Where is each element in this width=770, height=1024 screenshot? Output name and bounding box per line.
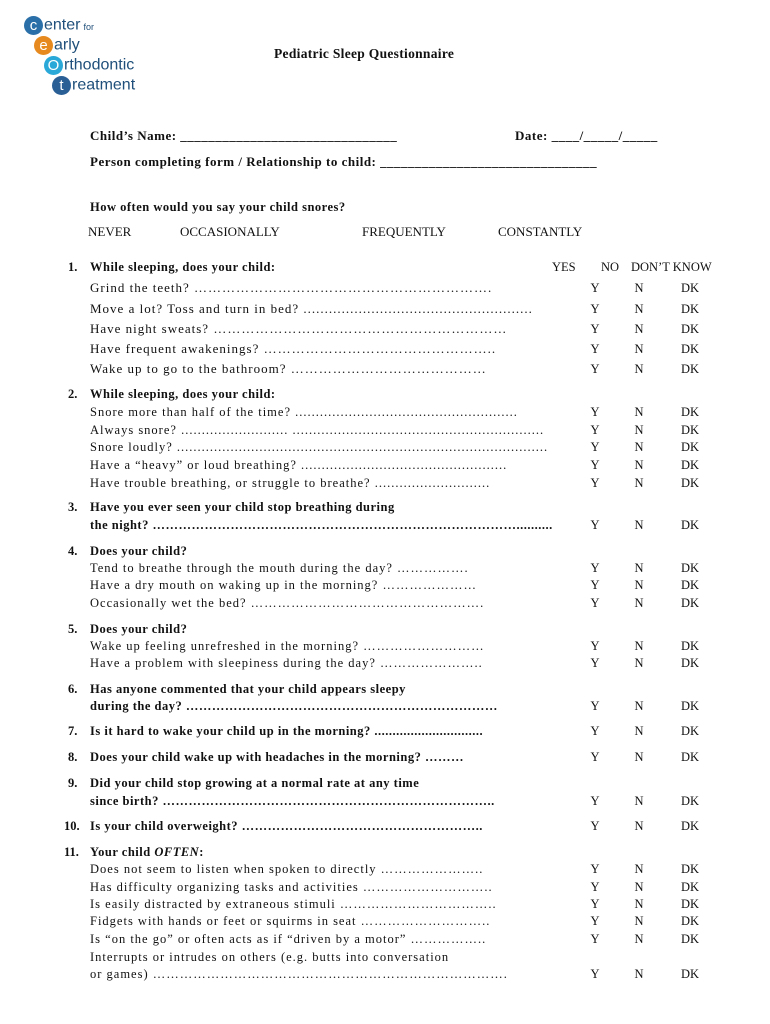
question-number: 4. <box>68 544 78 558</box>
answer-yes[interactable]: Y <box>590 322 600 336</box>
question-item: Tend to breathe through the mouth during the day? ……………. <box>90 561 469 575</box>
question-item: Snore loudly? .......................................................................................... <box>90 440 549 454</box>
logo-line-orthodontic <box>44 56 134 75</box>
answer-dont-know[interactable]: DK <box>680 724 700 738</box>
header-no: NO <box>601 260 620 274</box>
question-heading: Does your child? <box>90 622 188 636</box>
snore-option-never[interactable]: NEVER <box>88 224 132 239</box>
answer-no[interactable]: N <box>634 656 644 670</box>
answer-no[interactable]: N <box>634 362 644 376</box>
answer-dont-know[interactable]: DK <box>680 518 700 532</box>
answer-no[interactable]: N <box>634 440 644 454</box>
answer-no[interactable]: N <box>634 794 644 808</box>
logo-word-for: for <box>83 21 94 32</box>
header-yes: YES <box>552 260 576 274</box>
answer-no[interactable]: N <box>634 699 644 713</box>
snore-option-occasionally[interactable]: OCCASIONALLY <box>180 224 280 239</box>
question-item: Have a problem with sleepiness during the day? ………………….. <box>90 656 483 670</box>
answer-yes[interactable]: Y <box>590 794 600 808</box>
question-heading-continued: the night? ………………………………………………………………………….......... <box>90 518 553 532</box>
answer-no[interactable]: N <box>634 897 644 911</box>
answer-dont-know[interactable]: DK <box>680 862 700 876</box>
logo-line-early <box>34 36 80 55</box>
question-number: 9. <box>68 776 78 790</box>
question-item: Have a dry mouth on waking up in the morning? ………………… <box>90 578 477 592</box>
question-item: Have a “heavy” or loud breathing? .................................................. <box>90 458 508 472</box>
answer-no[interactable]: N <box>634 518 644 532</box>
question-item: or games) ……………………………………………………………………. <box>90 967 508 981</box>
question-number: 2. <box>68 387 78 401</box>
answer-no[interactable]: N <box>634 342 644 356</box>
answer-yes[interactable]: Y <box>590 302 600 316</box>
answer-no[interactable]: N <box>634 967 644 981</box>
answer-no[interactable]: N <box>634 932 644 946</box>
question-number: 8. <box>68 750 78 764</box>
logo-letter-t: t <box>52 76 71 95</box>
logo-line-treatment <box>52 76 135 95</box>
logo-letter-c: c <box>24 16 43 35</box>
answer-no[interactable]: N <box>634 914 644 928</box>
answer-yes[interactable]: Y <box>590 880 600 894</box>
answer-no[interactable]: N <box>634 596 644 610</box>
question-heading: Did your child stop growing at a normal rate at any time <box>90 776 420 790</box>
answer-dont-know[interactable]: DK <box>680 880 700 894</box>
answer-no[interactable]: N <box>634 561 644 575</box>
answer-no[interactable]: N <box>634 405 644 419</box>
answer-dont-know[interactable]: DK <box>680 596 700 610</box>
answer-dont-know[interactable]: DK <box>680 932 700 946</box>
date-field[interactable]: Date: ____/_____/_____ <box>515 128 658 143</box>
answer-yes[interactable]: Y <box>590 342 600 356</box>
answer-no[interactable]: N <box>634 724 644 738</box>
answer-yes[interactable]: Y <box>590 914 600 928</box>
question-number: 1. <box>68 260 78 274</box>
answer-dont-know[interactable]: DK <box>680 362 700 376</box>
question-heading: Does your child? <box>90 544 188 558</box>
answer-yes[interactable]: Y <box>590 281 600 295</box>
answer-dont-know[interactable]: DK <box>680 794 700 808</box>
practice-logo <box>24 12 154 97</box>
snore-option-frequently[interactable]: FREQUENTLY <box>362 224 446 239</box>
logo-word-arly: arly <box>54 36 80 54</box>
answer-dont-know[interactable]: DK <box>680 458 700 472</box>
question-heading: While sleeping, does your child: <box>90 260 276 274</box>
question-item: Wake up feeling unrefreshed in the morning? ……………………… <box>90 639 485 653</box>
answer-no[interactable]: N <box>634 281 644 295</box>
answer-yes[interactable]: Y <box>590 862 600 876</box>
child-name-field[interactable]: Child’s Name: _______________________________ <box>90 128 398 143</box>
question-heading: Has anyone commented that your child appears sleepy <box>90 682 406 696</box>
question-number: 7. <box>68 724 78 738</box>
answer-no[interactable]: N <box>634 476 644 490</box>
answer-yes[interactable]: Y <box>590 596 600 610</box>
answer-yes[interactable]: Y <box>590 561 600 575</box>
question-item: Interrupts or intrudes on others (e.g. butts into conversation <box>90 950 450 964</box>
logo-letter-e: e <box>34 36 53 55</box>
answer-no[interactable]: N <box>634 750 644 764</box>
answer-yes[interactable]: Y <box>590 440 600 454</box>
logo-word-rthodontic: rthodontic <box>64 56 135 74</box>
answer-dont-know[interactable]: DK <box>680 302 700 316</box>
answer-yes[interactable]: Y <box>590 518 600 532</box>
answer-dont-know[interactable]: DK <box>680 423 700 437</box>
question-item: Have night sweats? ……………………………………………………… <box>90 321 508 336</box>
answer-dont-know[interactable]: DK <box>680 405 700 419</box>
answer-dont-know[interactable]: DK <box>680 342 700 356</box>
answer-yes[interactable]: Y <box>590 932 600 946</box>
answer-yes[interactable]: Y <box>590 405 600 419</box>
answer-dont-know[interactable]: DK <box>680 281 700 295</box>
answer-yes[interactable]: Y <box>590 458 600 472</box>
emphasis-text: OFTEN <box>154 845 200 859</box>
answer-no[interactable]: N <box>634 819 644 833</box>
question-heading: Is it hard to wake your child up in the morning? .............................. <box>90 724 484 738</box>
answer-dont-know[interactable]: DK <box>680 914 700 928</box>
answer-yes[interactable]: Y <box>590 639 600 653</box>
snore-option-constantly[interactable]: CONSTANTLY <box>498 224 583 239</box>
answer-yes[interactable]: Y <box>590 476 600 490</box>
page-title: Pediatric Sleep Questionnaire <box>274 46 455 61</box>
answer-no[interactable]: N <box>634 322 644 336</box>
answer-yes[interactable]: Y <box>590 656 600 670</box>
answer-no[interactable]: N <box>634 862 644 876</box>
answer-dont-know[interactable]: DK <box>680 322 700 336</box>
question-heading: Your child OFTEN: <box>90 845 204 859</box>
person-completing-field[interactable]: Person completing form / Relationship to child: _______________________________ <box>90 154 598 169</box>
answer-no[interactable]: N <box>634 639 644 653</box>
answer-dont-know[interactable]: DK <box>680 897 700 911</box>
question-number: 5. <box>68 622 78 636</box>
question-number: 10. <box>64 819 80 833</box>
answer-dont-know[interactable]: DK <box>680 750 700 764</box>
question-number: 6. <box>68 682 78 696</box>
question-item: Snore more than half of the time? ...................................................... <box>90 405 518 419</box>
question-item: Have frequent awakenings? ………………………………………….. <box>90 341 497 356</box>
logo-word-reatment: reatment <box>72 76 136 94</box>
answer-yes[interactable]: Y <box>590 578 600 592</box>
answer-no[interactable]: N <box>634 458 644 472</box>
question-item: Has difficulty organizing tasks and activities ……………………….. <box>90 880 493 894</box>
question-item: Grind the teeth? ………………………………………………………. <box>90 280 493 295</box>
answer-yes[interactable]: Y <box>590 819 600 833</box>
question-heading-continued: since birth? ………………………………………………………………….. <box>90 794 495 808</box>
question-item: Move a lot? Toss and turn in bed? ...................................................... <box>90 301 533 316</box>
question-item: Occasionally wet the bed? ……………………………………………. <box>90 596 485 610</box>
question-heading: While sleeping, does your child: <box>90 387 276 401</box>
answer-dont-know[interactable]: DK <box>680 699 700 713</box>
header-dont-know: DON’T KNOW <box>631 260 712 274</box>
question-item: Does not seem to listen when spoken to directly ………………….. <box>90 862 484 876</box>
question-heading: Is your child overweight? ……………………………………………….. <box>90 819 483 833</box>
answer-yes[interactable]: Y <box>590 967 600 981</box>
answer-no[interactable]: N <box>634 423 644 437</box>
answer-dont-know[interactable]: DK <box>680 639 700 653</box>
answer-yes[interactable]: Y <box>590 897 600 911</box>
answer-dont-know[interactable]: DK <box>680 656 700 670</box>
question-item: Is easily distracted by extraneous stimuli …………………………….. <box>90 897 497 911</box>
answer-dont-know[interactable]: DK <box>680 819 700 833</box>
question-number: 3. <box>68 500 78 514</box>
logo-letter-o: O <box>44 56 63 75</box>
question-item: Is “on the go” or often acts as if “driven by a motor” …………….. <box>90 932 487 946</box>
answer-yes[interactable]: Y <box>590 724 600 738</box>
question-item: Wake up to go to the bathroom? …………………………………… <box>90 361 487 376</box>
question-number: 11. <box>64 845 79 859</box>
logo-line-center <box>24 16 94 35</box>
question-heading: Have you ever seen your child stop breathing during <box>90 500 395 514</box>
answer-no[interactable]: N <box>634 880 644 894</box>
answer-dont-know[interactable]: DK <box>680 476 700 490</box>
answer-yes[interactable]: Y <box>590 362 600 376</box>
question-heading-continued: during the day? ……………………………………………………………… <box>90 699 498 713</box>
answer-no[interactable]: N <box>634 578 644 592</box>
answer-yes[interactable]: Y <box>590 750 600 764</box>
answer-dont-know[interactable]: DK <box>680 561 700 575</box>
question-item: Always snore? .......................... ............................................................. <box>90 423 545 437</box>
snore-question: How often would you say your child snores? <box>90 200 346 214</box>
answer-dont-know[interactable]: DK <box>680 578 700 592</box>
answer-no[interactable]: N <box>634 302 644 316</box>
answer-yes[interactable]: Y <box>590 423 600 437</box>
answer-yes[interactable]: Y <box>590 699 600 713</box>
answer-dont-know[interactable]: DK <box>680 440 700 454</box>
question-item: Have trouble breathing, or struggle to breathe? ............................ <box>90 476 491 490</box>
logo-word-enter: enter <box>44 16 81 34</box>
question-item: Fidgets with hands or feet or squirms in seat ……………………….. <box>90 914 491 928</box>
answer-dont-know[interactable]: DK <box>680 967 700 981</box>
question-heading: Does your child wake up with headaches in the morning? ……… <box>90 750 464 764</box>
